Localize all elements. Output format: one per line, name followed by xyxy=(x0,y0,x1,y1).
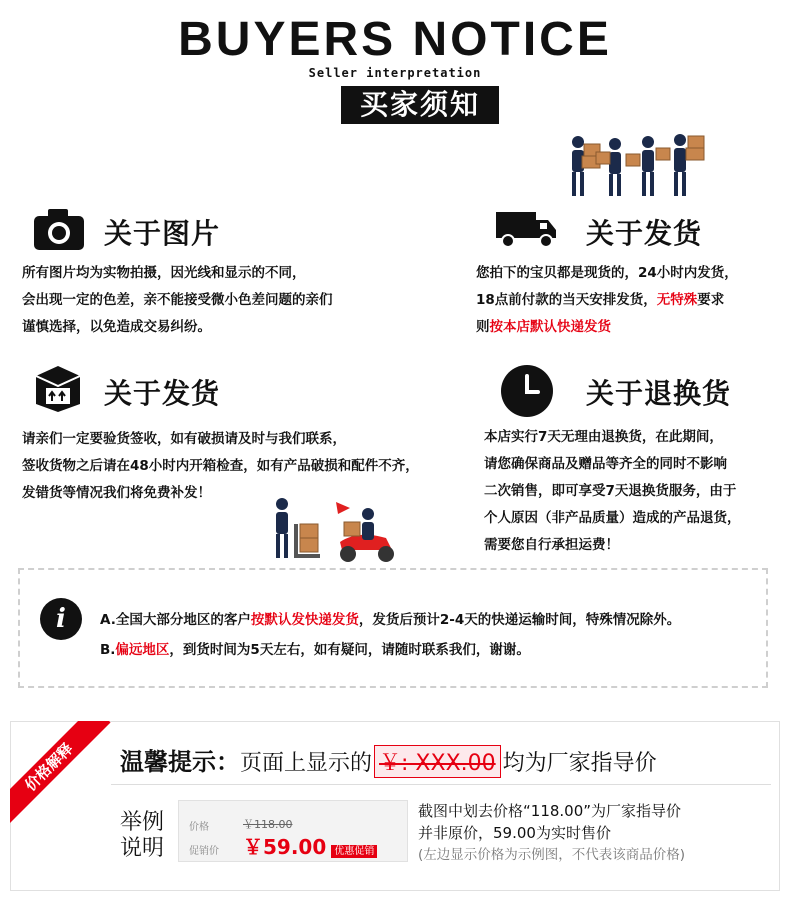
truck-icon xyxy=(494,208,560,250)
price-divider xyxy=(111,784,771,785)
price-ribbon: 价格解释 xyxy=(10,721,112,823)
note-a: A.全国大部分地区的客户按默认发快递发货，发货后预计2-4天的快递运输时间，特殊情况除外。 xyxy=(100,612,681,628)
no-special-text: 无特殊 xyxy=(656,292,698,308)
note-b: B.偏远地区，到货时间为5天左右，如有疑问，请随时联系我们，谢谢。 xyxy=(100,642,530,658)
delivery-workers-illustration xyxy=(560,130,710,202)
shipping-notes-box xyxy=(18,568,768,688)
delivery-scooter-illustration xyxy=(266,494,416,566)
page-title: BUYERS NOTICE xyxy=(178,13,612,66)
promo-tag: 优惠促销 xyxy=(331,845,377,858)
price-explanation-text: 截图中划去价格“118.00”为厂家指导价 并非原价，59.00为实时售价 (左边显示价格为示例图，不代表该商品价格) xyxy=(418,802,686,863)
section-title-shipping-right: 关于发货 xyxy=(586,217,703,250)
price-sample-card: 价格 ￥118.00 促销价 ￥59.00 优惠促销 xyxy=(178,800,408,862)
camera-icon xyxy=(32,206,86,252)
example-label: 举例 说明 xyxy=(120,810,165,861)
price-tip: 温馨提示：页面上显示的 ￥: XXX.00 均为厂家指导价 xyxy=(120,742,657,778)
section-text-returns: 本店实行7天无理由退换货，在此期间， 请您确保商品及赠品等齐全的同时不影响 二次销售，即可享受7天退换货服务，由于 个人原因（非产品质量）造成的产品退货， 需要您自行承担运费！ xyxy=(484,429,741,553)
sample-sale-price: ￥59.00 xyxy=(243,835,327,859)
notice-badge: 买家须知 xyxy=(341,86,499,124)
section-title-pictures: 关于图片 xyxy=(104,217,221,250)
package-icon xyxy=(32,364,84,414)
guide-price-sample: ￥: XXX.00 xyxy=(374,745,501,778)
section-title-shipping-left: 关于发货 xyxy=(104,377,221,410)
section-title-returns: 关于退换货 xyxy=(586,377,732,410)
clock-icon xyxy=(500,364,554,418)
sample-original-price: ￥118.00 xyxy=(243,818,293,831)
section-text-pictures: 所有图片均为实物拍摄，因光线和显示的不同， 会出现一定的色差，亲不能接受微小色差问题的亲们 谨慎选择，以免造成交易纠纷。 xyxy=(22,265,333,335)
default-courier-text: 按本店默认快递发货 xyxy=(489,319,611,335)
section-text-shipping-left: 请亲们一定要验货签收，如有破损请及时与我们联系， 签收货物之后请在48小时内开箱检查，如有产品破损和配件不齐， 发错货等情况我们将免费补发！ xyxy=(22,431,419,501)
page-subtitle: Seller interpretation xyxy=(308,66,482,80)
section-text-shipping-right: 您拍下的宝贝都是现货的，24小时内发货， 18点前付款的当天安排发货，无特殊要求 则按本店默认快递发货 xyxy=(476,265,738,335)
info-icon: i xyxy=(40,598,82,640)
